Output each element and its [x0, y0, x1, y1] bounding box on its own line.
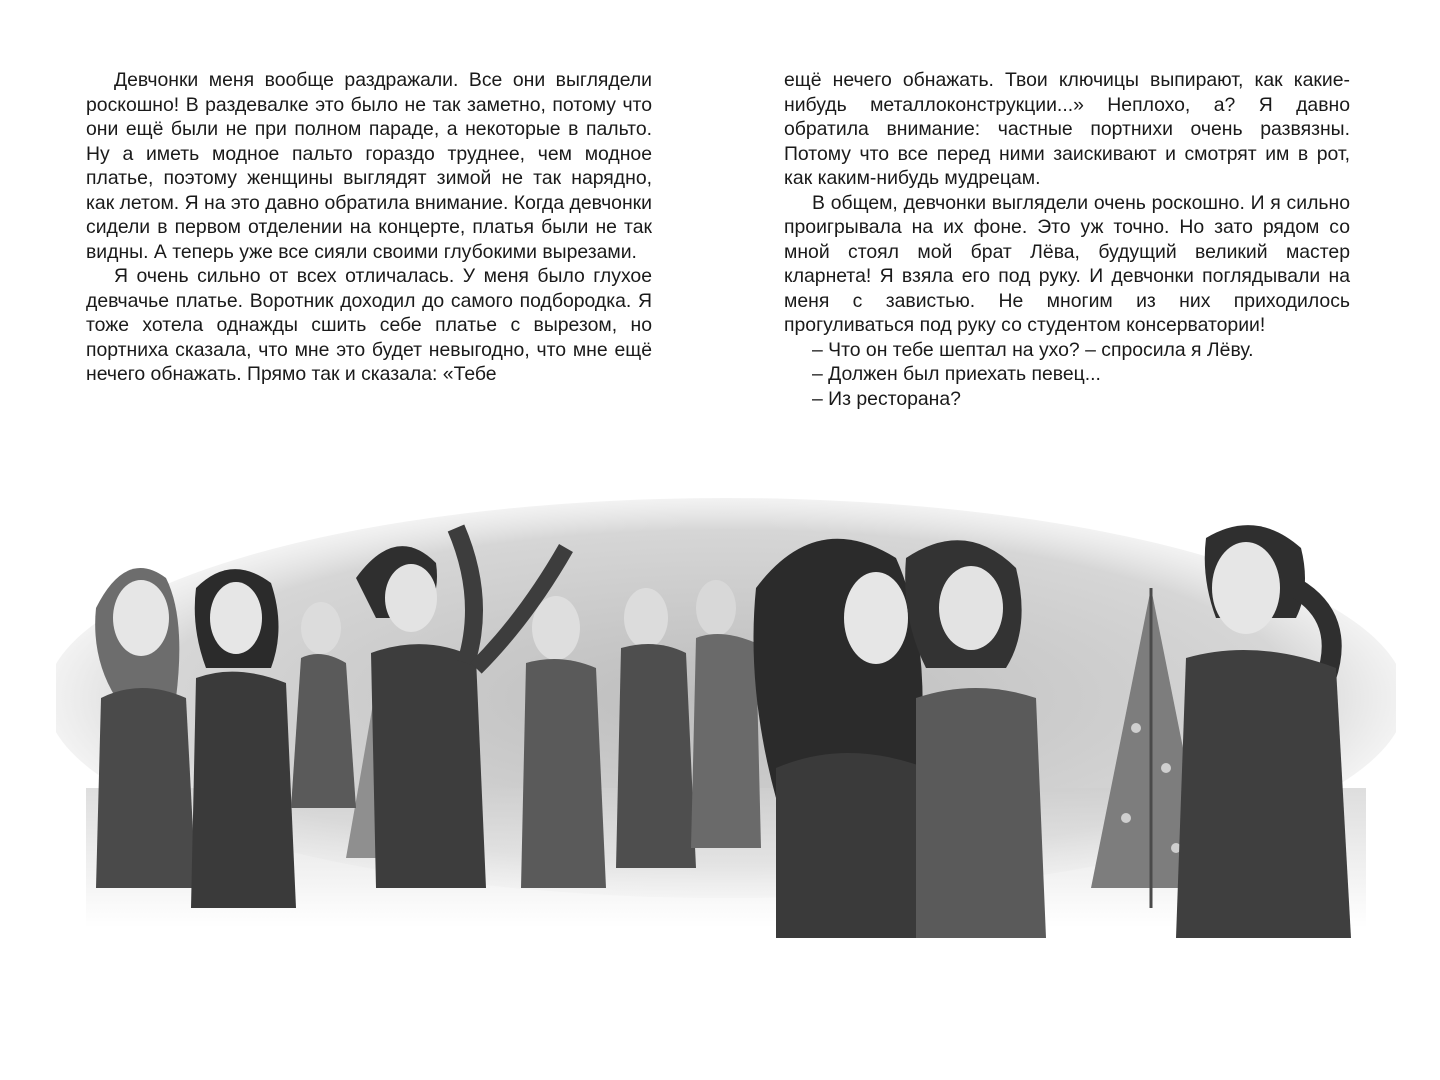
teens-middle-group-icon [521, 580, 761, 888]
party-crowd-illustration-icon [56, 468, 1396, 978]
right-dialogue-2: – Должен был приехать певец... [812, 363, 1101, 385]
left-paragraph-2: Я очень сильно от всех отличалась. У меня было глухое девчачье платье. Воротник доходил до самого подбородка. Я тоже хотела однажды сшить себе платье с вырезом, но портниха сказала, что мне это будет невыгодно, что мне ещё нечего обнажать. Прямо так и сказала: «Тебе [86, 265, 652, 385]
left-page-text [86, 68, 652, 387]
right-dialogue-1: – Что он тебе шептал на ухо? – спросила я Лёву. [812, 338, 1254, 361]
right-paragraph-continuation: ещё нечего обнажать. Твои ключицы выпирают, как какие-нибудь металлоконструкции...» Неплохо, а? Я давно обратила внимание: частные портнихи очень развязны. Потому что все перед ними заискивают и смотрят им в рот, как каким-нибудь мудрецам. [784, 69, 1350, 189]
right-paragraph-1: В общем, девчонки выглядели очень роскошно. И я сильно проигрывала на их фоне. Это уж точно. Но зато рядом со мной стоял мой брат Лёва, будущий великий мастер кларнета! Я взяла его под руку. И девчонки поглядывали на меня с завистью. Не многим из них приходилось прогуливаться под руку со студентом консерватории! [784, 191, 1350, 336]
right-page-text [784, 68, 1350, 411]
left-paragraph-1: Девчонки меня вообще раздражали. Все они выглядели роскошно! В раздевалке это было не так заметно, потому что они ещё были не при полном параде, а некоторые в пальто. Ну а иметь модное пальто гораздо труднее, чем модное платье, поэтому женщины выглядят зимой не так нарядно, как летом. Я на это давно обратила внимание. Когда девчонки сидели в первом отделении на концерте, платья были не так видны. А теперь уже все сияли своими глубокими вырезами. [86, 69, 652, 263]
right-dialogue-3: – Из ресторана? [812, 387, 961, 410]
